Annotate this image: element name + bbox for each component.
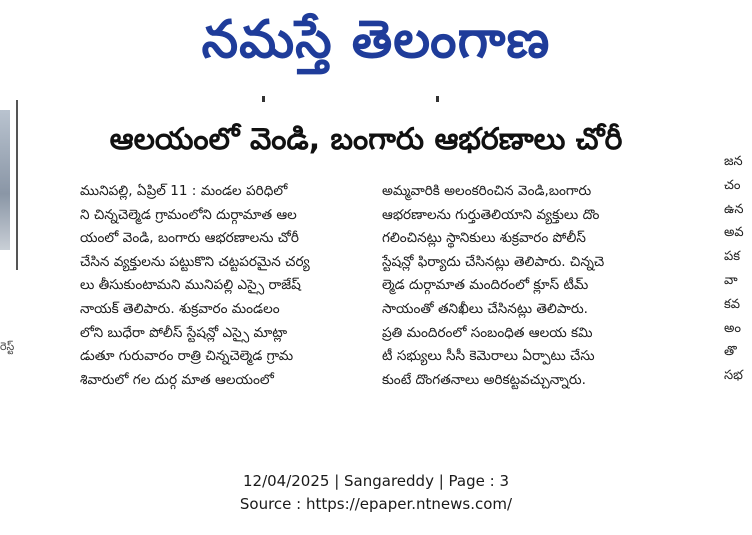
article-line: యంలో వెండి, బంగారు ఆభరణాలను చోరీ bbox=[80, 230, 299, 247]
article-line: స్టేషన్లో ఫిర్యాదు చేసినట్లు తెలిపారు. చిన్నచె bbox=[382, 253, 605, 270]
adjacent-text-fragment: వా bbox=[724, 272, 738, 288]
source-link[interactable]: Source : https://epaper.ntnews.com/ bbox=[239, 495, 513, 513]
adjacent-text-fragment: చం bbox=[724, 177, 741, 193]
adjacent-text-fragment: సభ bbox=[724, 368, 743, 384]
source-footer bbox=[0, 470, 752, 516]
article-line: మునిపల్లి, ఏప్రిల్ 11 : మండల పరిధిలో bbox=[80, 183, 288, 199]
adjacent-article-left bbox=[0, 100, 18, 440]
article-line: అమ్మవారికి అలంకరించిన వెండి,బంగారు bbox=[382, 183, 592, 199]
article-headline: ఆలయంలో వెండి, బంగారు ఆభరణాలు చోరీ bbox=[109, 122, 623, 157]
article-line: లు తీసుకుంటామని మునిపల్లి ఎస్సై రాజేష్ bbox=[80, 277, 301, 294]
adjacent-text-fragment: తొ bbox=[724, 344, 737, 360]
article-column-2 bbox=[382, 180, 686, 392]
adjacent-text-fragment: అం bbox=[724, 320, 741, 336]
adjacent-text-fragment: కవ bbox=[724, 296, 741, 312]
news-article bbox=[46, 122, 686, 452]
article-line: డుతూ గురువారం రాత్రి చిన్నచెల్మెడ గ్రామ bbox=[80, 348, 294, 365]
article-line: టీ సభ్యులు సీసీ కెమెరాలు ఏర్పాటు చేసు bbox=[382, 348, 595, 365]
adjacent-photo bbox=[0, 110, 10, 250]
adjacent-text-fragment: జన bbox=[724, 154, 743, 169]
article-line: గలించినట్లు స్థానికులు శుక్రవారం పోలీస్ bbox=[382, 230, 586, 247]
newspaper-title: నమస్తే తెలంగాణ bbox=[201, 9, 551, 70]
adjacent-text-fragment: ఉన bbox=[724, 201, 744, 217]
adjacent-text-fragment: రెస్ట్ bbox=[0, 340, 15, 353]
article-column-1 bbox=[80, 180, 376, 392]
masthead bbox=[0, 0, 752, 80]
article-line: ప్రతి మందిరంలో సంబంధిత ఆలయ కమి bbox=[382, 324, 593, 341]
edition-info: 12/04/2025 | Sangareddy | Page : 3 bbox=[242, 472, 509, 490]
column-divider bbox=[16, 100, 18, 270]
adjacent-text-fragment: అవ bbox=[724, 225, 744, 241]
article-line: కుంటే దొంగతనాలు అరికట్టవచ్చున్నారు. bbox=[382, 371, 586, 388]
article-line: ఆభరణాలను గుర్తుతెలియాని వ్యక్తులు దొం bbox=[382, 206, 600, 223]
article-line: సాయంతో తనిఖీలు చేసినట్లు తెలిపారు. bbox=[382, 300, 588, 317]
article-line: శివారులో గల దుర్గ మాత ఆలయంలో bbox=[80, 371, 274, 388]
newspaper-clipping bbox=[0, 92, 752, 452]
article-line: చేసిన వ్యక్తులను పట్టుకొని చట్టపరమైన చర్య bbox=[80, 253, 310, 270]
article-line: లోని బుధేరా పోలీస్ స్టేషన్లో ఎస్సై మాట్లా bbox=[80, 324, 288, 341]
adjacent-text-fragment: పక bbox=[724, 249, 741, 265]
article-line: ల్మెడ దుర్గామాత మందిరంలో క్లూస్ టీమ్ bbox=[382, 277, 589, 294]
article-line: నాయక్ తెలిపారు. శుక్రవారం మండలం bbox=[80, 300, 280, 317]
article-line: ని చిన్నచెల్మెడ గ్రామంలోని దుర్గామాత ఆల bbox=[80, 206, 297, 223]
column-tick-mark bbox=[262, 96, 265, 102]
column-tick-mark bbox=[436, 96, 439, 102]
adjacent-article-right bbox=[724, 150, 752, 388]
